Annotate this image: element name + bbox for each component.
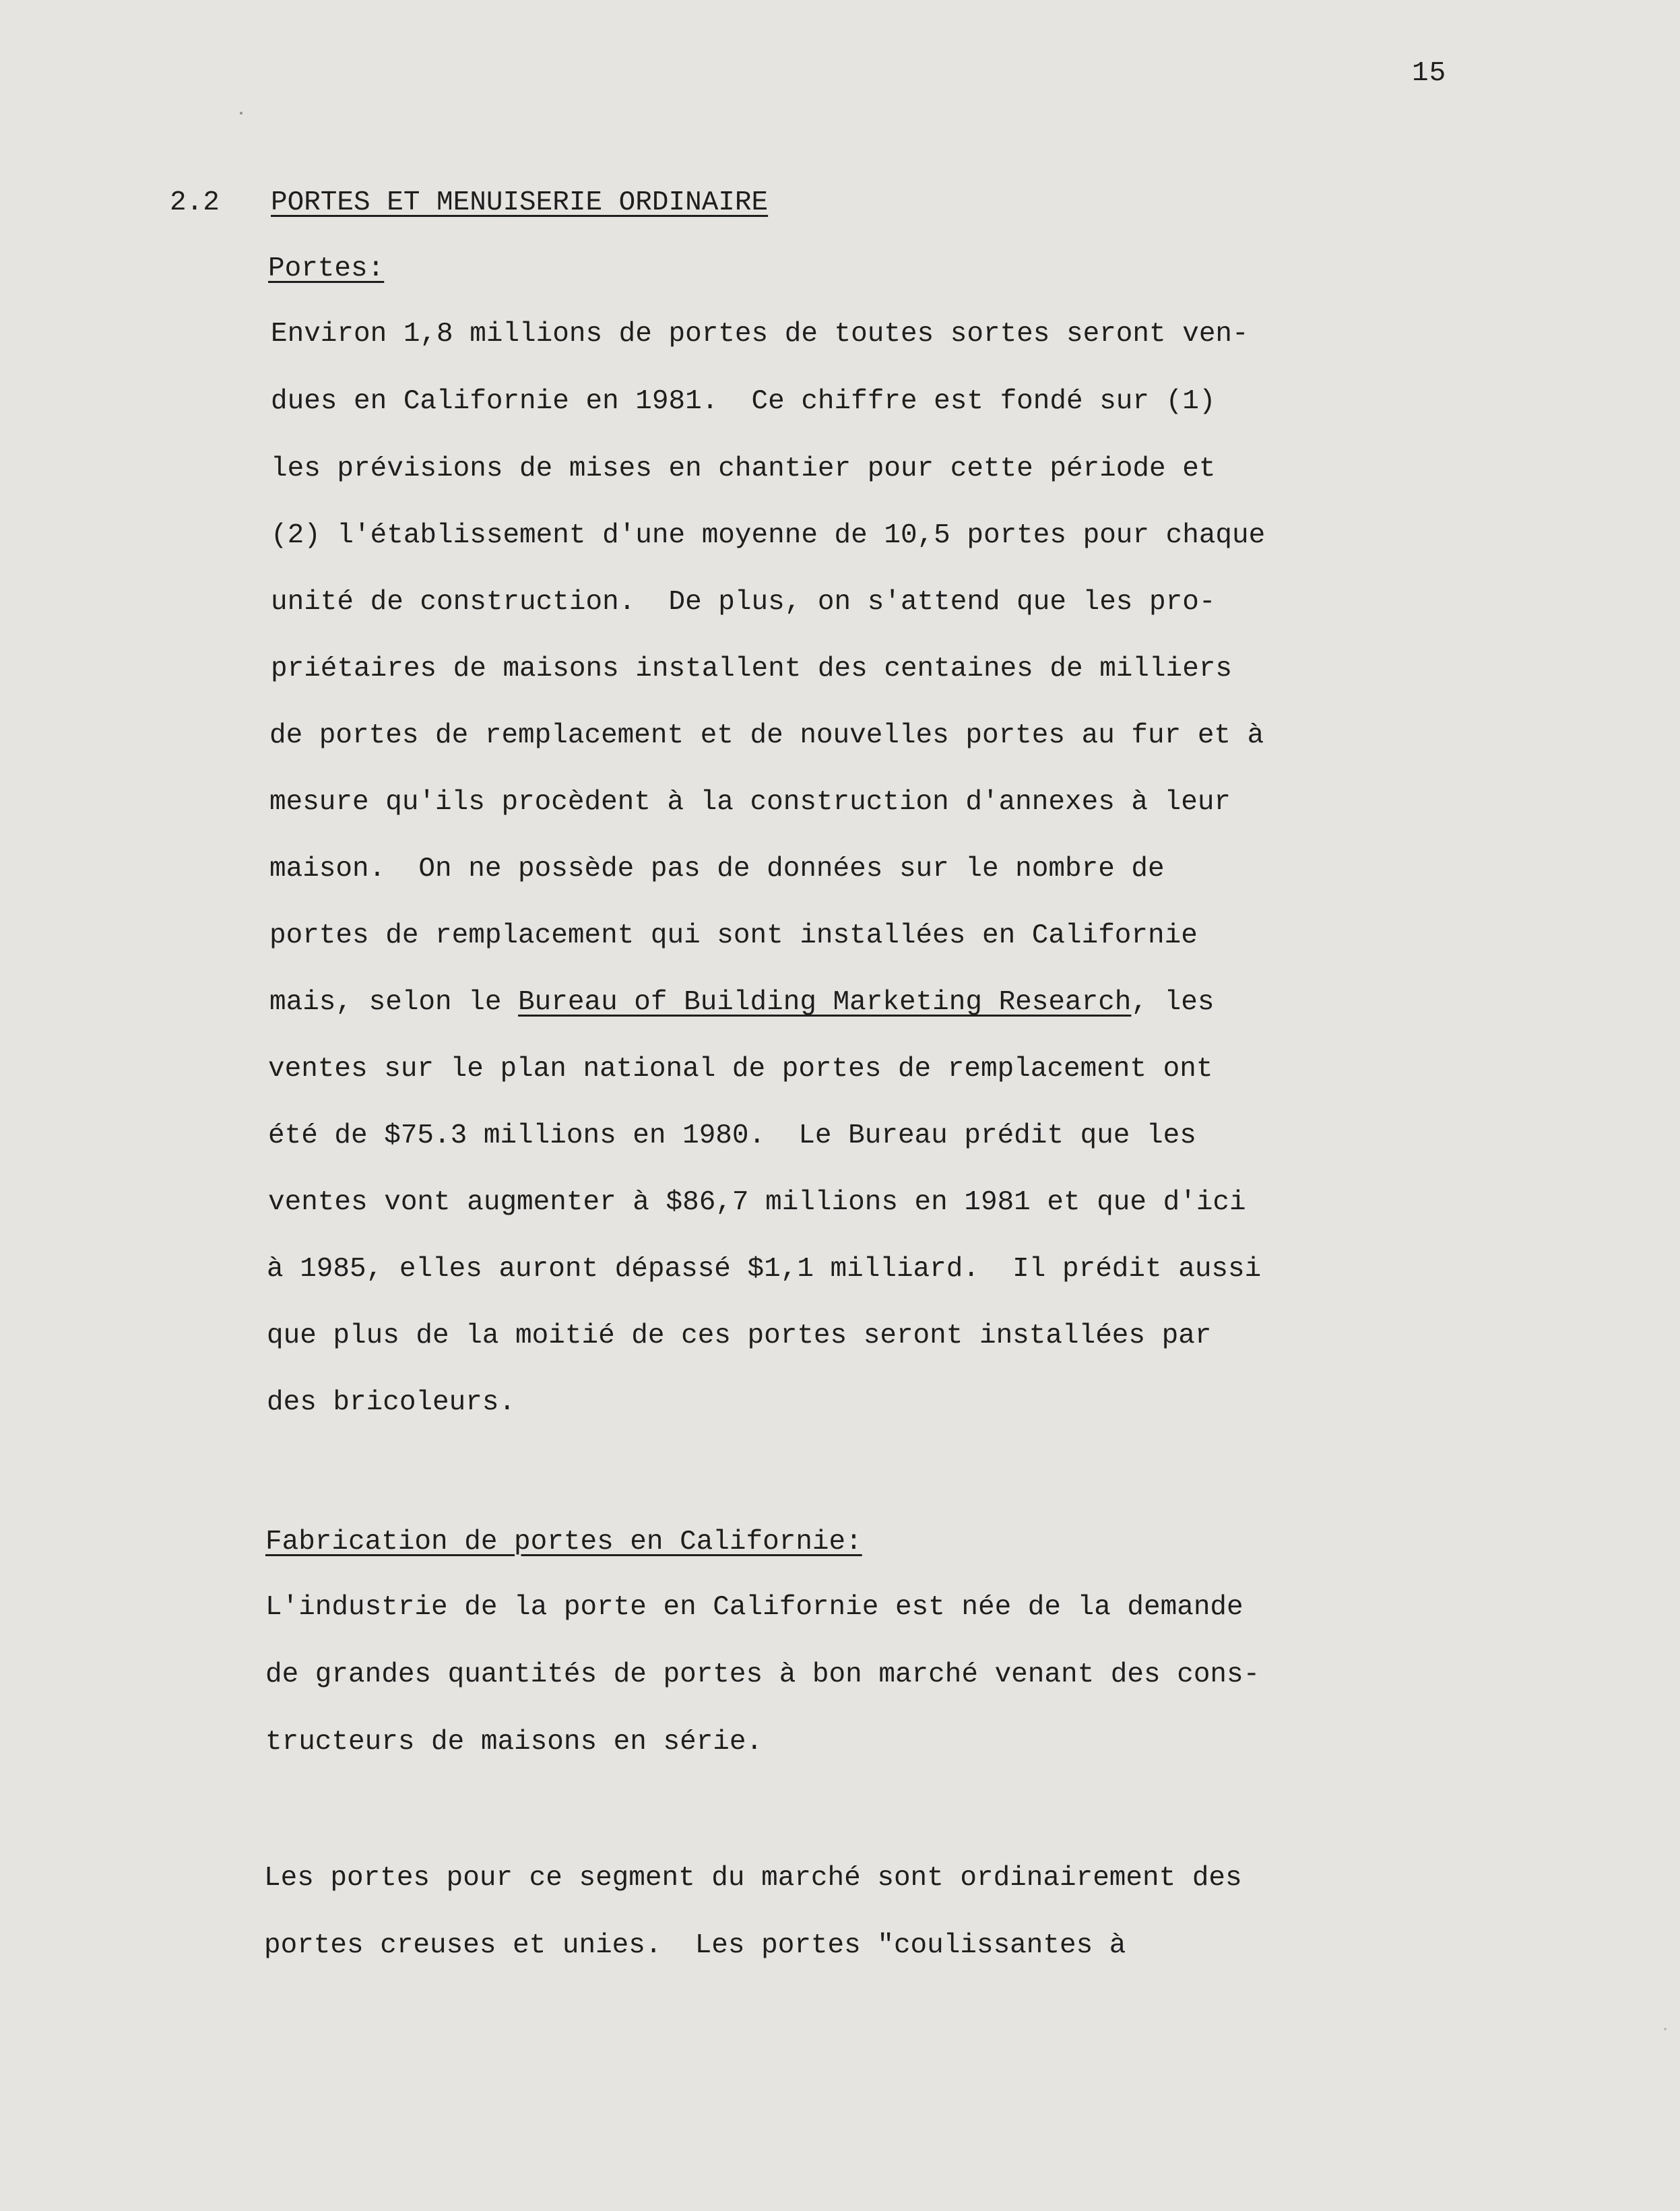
paragraph-line: L'industrie de la porte en Californie est née de la demande <box>265 1592 1243 1623</box>
subheading-portes: Portes: <box>268 253 385 284</box>
page-number: 15 <box>1412 58 1447 89</box>
paragraph-line: unité de construction. De plus, on s'attend que les pro- <box>271 587 1216 618</box>
paragraph-line: été de $75.3 millions en 1980. Le Bureau prédit que les <box>268 1120 1196 1151</box>
paragraph-line: de grandes quantités de portes à bon marché venant des cons- <box>265 1659 1260 1690</box>
paragraph-line: Environ 1,8 millions de portes de toutes sortes seront ven- <box>271 319 1249 350</box>
paragraph-line: priétaires de maisons installent des centaines de milliers <box>271 653 1233 684</box>
paragraph-line: tructeurs de maisons en série. <box>265 1727 763 1758</box>
paragraph-line: que plus de la moitié de ces portes seront installées par <box>267 1320 1212 1351</box>
paper-speck <box>240 112 243 115</box>
paragraph-line <box>269 989 1214 1017</box>
section-number: 2.2 <box>170 187 220 218</box>
line-text: , les <box>1131 987 1215 1018</box>
paragraph-line: portes creuses et unies. Les portes "coulissantes à <box>264 1930 1126 1961</box>
paragraph-line: des bricoleurs. <box>267 1387 516 1418</box>
paragraph-line: maison. On ne possède pas de données sur le nombre de <box>269 854 1165 885</box>
subheading-fabrication: Fabrication de portes en Californie: <box>265 1527 862 1558</box>
paragraph-line: de portes de remplacement et de nouvelles portes au fur et à <box>269 720 1264 751</box>
paragraph-line: ventes vont augmenter à $86,7 millions en 1981 et que d'ici <box>268 1187 1246 1218</box>
paragraph-line: (2) l'établissement d'une moyenne de 10,5 portes pour chaque <box>271 520 1266 551</box>
paragraph-line: mesure qu'ils procèdent à la construction d'annexes à leur <box>269 787 1231 818</box>
line-text: mais, selon le <box>269 987 519 1018</box>
paragraph-line: Les portes pour ce segment du marché sont ordinairement des <box>264 1863 1242 1894</box>
paragraph-line: les prévisions de mises en chantier pour cette période et <box>271 453 1216 484</box>
paragraph-line: portes de remplacement qui sont installées en Californie <box>269 920 1198 951</box>
paragraph-line: dues en Californie en 1981. Ce chiffre est fondé sur (1) <box>271 386 1216 417</box>
paper-speck <box>1664 2028 1667 2030</box>
paragraph-line: ventes sur le plan national de portes de remplacement ont <box>268 1054 1213 1085</box>
section-title: PORTES ET MENUISERIE ORDINAIRE <box>271 187 769 218</box>
publisher-name: Bureau of Building Marketing Research <box>518 987 1132 1018</box>
paragraph-line: à 1985, elles auront dépassé $1,1 milliard. Il prédit aussi <box>267 1254 1262 1285</box>
